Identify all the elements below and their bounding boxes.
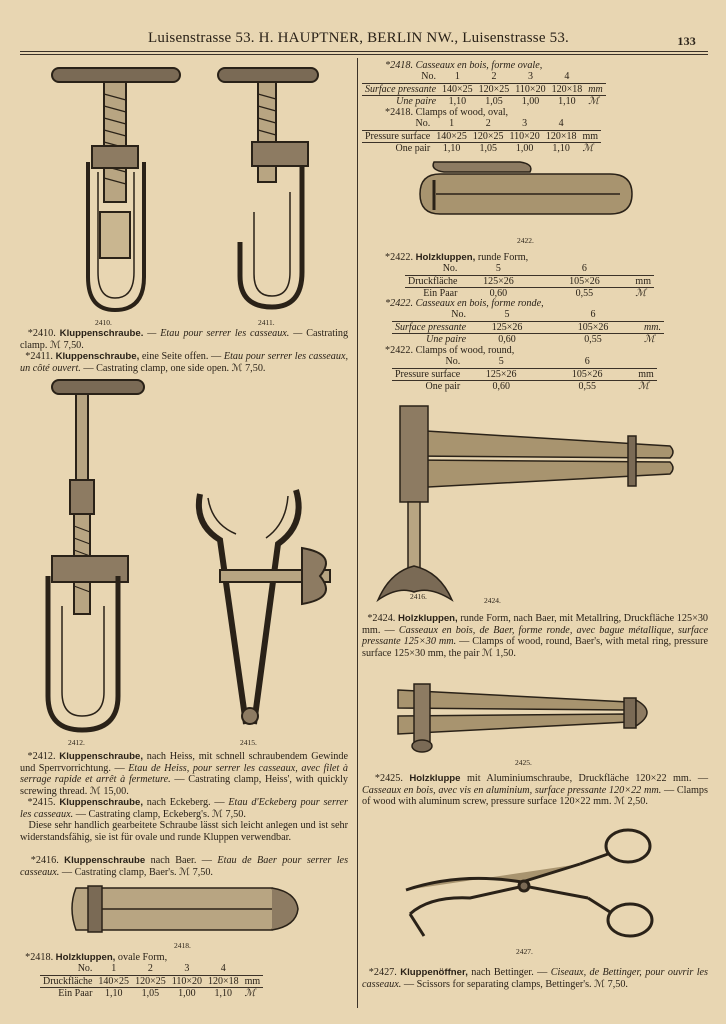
cell: 110×20 xyxy=(507,130,543,143)
header-rule-2 xyxy=(20,54,708,55)
item-number: *2424. xyxy=(367,613,396,624)
item-price: ℳ 1,50. xyxy=(482,647,516,659)
table-row xyxy=(392,321,664,334)
item-price: ℳ 7,50. xyxy=(231,362,266,374)
currency: ℳ xyxy=(579,143,601,155)
english-description: Castrating clamp. xyxy=(20,328,349,351)
item-price: ℳ 7,50. xyxy=(179,866,213,878)
table-row xyxy=(40,963,263,975)
cell: 1,05 xyxy=(470,143,507,155)
table-row xyxy=(40,988,263,1000)
table-row xyxy=(362,83,606,96)
cell: 3 xyxy=(184,963,190,974)
item-name: Holzkluppe xyxy=(409,773,461,784)
english-description: — Castrating clamp, one side open. xyxy=(83,362,230,374)
header-rule xyxy=(20,51,708,52)
table-2422-german xyxy=(405,263,654,300)
table-row xyxy=(392,368,657,381)
unit: mm xyxy=(242,975,264,988)
item-name: Holzkluppen, xyxy=(55,952,116,963)
english-description: — Scissors for separating clamps, Bettinger's. xyxy=(403,978,592,990)
german-description: nach Eckeberg. — xyxy=(146,797,225,808)
table-row xyxy=(40,975,263,988)
page-number: 133 xyxy=(677,34,696,48)
cell: 2 xyxy=(485,118,491,129)
item-price: ℳ 2,50. xyxy=(614,796,648,808)
figure-number-2424: 2424. xyxy=(484,596,501,605)
currency: ℳ xyxy=(641,334,664,346)
item-number: *2427. xyxy=(368,967,397,978)
cell: 1 xyxy=(111,963,117,974)
cell: 1,00 xyxy=(507,143,543,155)
note-text: Diese sehr handlich gearbeitete Schraube lässt sich leicht anlegen und ist sehr widerstandsfähig, sie ist für ovale und runde Kluppen verwendbar. xyxy=(20,820,349,843)
cell: 105×26 xyxy=(545,321,641,334)
german-description: nach Heiss, mit schnell schraubendem Gewinde und Sperrvorrichtung. — xyxy=(20,751,349,774)
item-price: ℳ 15,00. xyxy=(89,785,129,797)
note-2415 xyxy=(20,820,348,843)
figure-2412-heiss-clamp-screw xyxy=(40,376,150,736)
item-name: Holzkluppen, xyxy=(415,252,476,263)
english-description: — Clamps of wood with aluminum screw, pressure surface 120×22 mm. xyxy=(362,784,708,808)
cell: 4 xyxy=(220,963,226,974)
cell: 140×25 xyxy=(433,130,470,143)
figure-number-2418: 2418. xyxy=(174,941,191,950)
item-number: *2418. xyxy=(25,952,54,963)
english-heading-2422: *2422. Clamps of wood, round, xyxy=(385,345,515,356)
cell: 6 xyxy=(584,356,590,367)
cell: 120×25 xyxy=(132,975,169,988)
cell: 110×20 xyxy=(169,975,205,988)
cell: 1,05 xyxy=(476,96,513,108)
english-heading-2418: *2418. Clamps of wood, oval, xyxy=(385,107,509,118)
description-2410 xyxy=(20,328,348,351)
cell: 0,60 xyxy=(460,288,536,300)
cell: 140×25 xyxy=(439,83,476,96)
figure-2427-clamp-opener-scissors xyxy=(400,824,662,948)
cell: 0,60 xyxy=(463,381,539,393)
item-number: *2425. xyxy=(374,773,403,784)
french-description: Etau pour serrer les casseaux, un côté ouvert. xyxy=(20,351,349,374)
item-name: Kluppenschraube, xyxy=(59,751,143,762)
table-row xyxy=(392,334,664,346)
cell: 120×18 xyxy=(549,83,586,96)
row-label: Surface pressante xyxy=(392,321,469,334)
cell: 1,10 xyxy=(549,96,586,108)
table-row xyxy=(405,263,654,275)
row-label: Une paire xyxy=(362,96,439,108)
figure-2422-round-wood-clamp xyxy=(410,160,636,232)
table-row xyxy=(362,143,601,155)
item-name: Kluppenschraube xyxy=(64,855,146,866)
cell: 3 xyxy=(522,118,528,129)
cell: 120×25 xyxy=(470,130,507,143)
description-2416 xyxy=(20,855,348,878)
cell: 1,10 xyxy=(95,988,132,1000)
unit: mm xyxy=(585,83,605,96)
item-price: ℳ 7,50. xyxy=(594,978,628,990)
figure-2410-clamp-screw xyxy=(48,62,188,317)
figure-2415-eckeberg-clamp-screw xyxy=(190,484,346,736)
item-price: ℳ 7,50. xyxy=(50,339,84,351)
english-description: — Castrating clamp, Baer's. xyxy=(61,866,177,878)
cell: 1,00 xyxy=(169,988,205,1000)
table-2418-english xyxy=(362,118,601,155)
row-label: One pair xyxy=(362,143,433,155)
description-2412 xyxy=(20,751,348,797)
item-number: *2411. xyxy=(25,351,53,362)
row-label: Ein Paar xyxy=(405,288,460,300)
cell: 105×26 xyxy=(539,368,635,381)
no-label: No. xyxy=(77,963,93,974)
cell: 1,10 xyxy=(205,988,242,1000)
figure-number-2427: 2427. xyxy=(516,947,533,956)
table-2418-german xyxy=(40,963,263,1000)
unit: mm xyxy=(632,275,654,288)
figure-number-2415: 2415. xyxy=(240,738,257,747)
table-row xyxy=(362,96,606,108)
row-label: Une paire xyxy=(392,334,469,346)
french-description: Ciseaux, de Bettinger, pour ouvrir les casseaux. xyxy=(362,967,709,990)
description-2424 xyxy=(362,613,708,659)
no-label: No. xyxy=(421,71,437,82)
french-description: — Etau pour serrer les casseaux. — xyxy=(147,328,303,339)
cell: 5 xyxy=(504,309,510,320)
no-label: No. xyxy=(445,356,461,367)
table-2418-french xyxy=(362,71,606,108)
description-2411 xyxy=(20,351,348,374)
table-row xyxy=(362,71,606,83)
english-description: — Clamps of wood, round, Baer's, with metal ring, pressure surface 125×30 mm, the pair xyxy=(362,636,708,659)
cell: 5 xyxy=(498,356,504,367)
cell: 6 xyxy=(581,263,587,274)
cell: 125×26 xyxy=(460,275,536,288)
french-description: Etau de Baer pour serrer les casseaux. xyxy=(20,855,349,878)
table-2422-french xyxy=(392,309,664,346)
row-label: Druckfläche xyxy=(40,975,95,988)
row-label: Surface pressante xyxy=(362,83,439,96)
item-name: Holzkluppen, xyxy=(397,613,458,624)
description-2427 xyxy=(362,967,708,990)
figure-number-2410: 2410. xyxy=(95,318,112,327)
french-description: Casseaux en bois, avec vis en aluminium, surface pressante 120×22 mm. xyxy=(362,784,662,796)
header-line: Luisenstrasse 53. H. HAUPTNER, BERLIN NW., Luisenstrasse 53. xyxy=(148,30,569,46)
german-description: runde Form, xyxy=(477,252,529,263)
german-description: mit Aluminiumschraube, Druckfläche 120×22 mm. — xyxy=(466,773,709,784)
cell: 3 xyxy=(527,71,533,82)
cell: 120×18 xyxy=(205,975,242,988)
cell: 2 xyxy=(147,963,153,974)
column-divider xyxy=(357,58,358,1008)
cell: 6 xyxy=(590,309,596,320)
row-label: Druckfläche xyxy=(405,275,460,288)
cell: 1 xyxy=(454,71,460,82)
description-2415 xyxy=(20,797,348,820)
figure-2416-2424-baer-clamp xyxy=(370,396,680,604)
cell: 1 xyxy=(449,118,455,129)
cell: 1,10 xyxy=(543,143,580,155)
item-name: Kluppenschraube. xyxy=(59,328,144,339)
item-number: *2422. xyxy=(385,252,414,263)
french-description: Casseaux en bois, de Baer, forme ronde, avec bague métallique, surface pressante 125×30 mm. xyxy=(362,624,709,648)
description-2418 xyxy=(20,952,348,964)
french-heading-2422: *2422. Casseaux en bois, forme ronde, xyxy=(385,298,544,309)
description-2425 xyxy=(362,773,708,808)
item-number: *2415. xyxy=(27,797,56,808)
cell: 120×25 xyxy=(476,83,513,96)
cell: 1,10 xyxy=(439,96,476,108)
german-description: eine Seite offen. — xyxy=(141,351,222,362)
cell: 0,60 xyxy=(469,334,545,346)
no-label: No. xyxy=(442,263,458,274)
unit: mm xyxy=(579,130,601,143)
cell: 1,10 xyxy=(433,143,470,155)
german-description: nach Baer. — xyxy=(150,855,212,866)
cell: 4 xyxy=(564,71,570,82)
row-label: Pressure surface xyxy=(362,130,433,143)
french-heading-2418: *2418. Casseaux en bois, forme ovale, xyxy=(385,60,543,71)
figure-number-2422: 2422. xyxy=(517,236,534,245)
figure-2411-clamp-screw-open xyxy=(212,62,322,317)
table-row xyxy=(392,309,664,321)
no-label: No. xyxy=(451,309,467,320)
currency: ℳ xyxy=(632,288,654,300)
table-row xyxy=(362,130,601,143)
unit: mm xyxy=(635,368,657,381)
cell: 0,55 xyxy=(545,334,641,346)
figure-number-2412: 2412. xyxy=(68,738,85,747)
german-description: nach Bettinger. — xyxy=(471,967,548,978)
cell: 0,55 xyxy=(539,381,635,393)
row-label: Pressure surface xyxy=(392,368,463,381)
german-description: ovale Form, xyxy=(117,952,168,963)
figure-number-2425: 2425. xyxy=(515,758,532,767)
figure-2425-aluminum-screw-clamp xyxy=(392,676,662,754)
currency: ℳ xyxy=(585,96,605,108)
row-label: One pair xyxy=(392,381,463,393)
cell: 110×20 xyxy=(512,83,548,96)
table-row xyxy=(405,275,654,288)
figure-number-2411: 2411. xyxy=(258,318,275,327)
cell: 1,05 xyxy=(132,988,169,1000)
cell: 105×26 xyxy=(536,275,632,288)
figure-number-2416: 2416. xyxy=(410,592,427,601)
item-name: Kluppenöffner, xyxy=(400,967,468,978)
cell: 125×26 xyxy=(469,321,545,334)
cell: 120×18 xyxy=(543,130,580,143)
item-name: Kluppenschraube, xyxy=(55,351,140,362)
cell: 0,55 xyxy=(536,288,632,300)
french-description: Etau de Heiss, pour serrer les casseaux, avec filet à serrage rapide et arrêt à fermeture. xyxy=(20,762,348,786)
table-row xyxy=(392,381,657,393)
item-name: Kluppenschraube, xyxy=(59,797,144,808)
french-description: Etau d'Eckeberg pour serrer les casseaux. xyxy=(20,797,348,820)
no-label: No. xyxy=(415,118,431,129)
cell: 2 xyxy=(491,71,497,82)
unit: mm. xyxy=(641,321,664,334)
item-number: *2416. xyxy=(30,855,59,866)
page-header xyxy=(0,30,726,52)
figure-2418-oval-wood-clamp xyxy=(68,876,308,940)
row-label: Ein Paar xyxy=(40,988,95,1000)
english-description: — Castrating clamp, Heiss', with quickly screwing thread. xyxy=(20,774,348,797)
cell: 125×26 xyxy=(463,368,539,381)
currency: ℳ xyxy=(242,988,264,1000)
item-number: *2412. xyxy=(27,751,56,762)
english-description: — Castrating clamp, Eckeberg's. xyxy=(75,808,210,820)
cell: 5 xyxy=(495,263,501,274)
currency: ℳ xyxy=(635,381,657,393)
cell: 140×25 xyxy=(95,975,132,988)
item-number: *2410. xyxy=(27,328,56,339)
german-heading-2422 xyxy=(385,252,705,264)
table-row xyxy=(392,356,657,368)
cell: 4 xyxy=(558,118,564,129)
item-price: ℳ 7,50. xyxy=(212,808,246,820)
german-description: runde Form, nach Baer, mit Metallring, Druckfläche 125×30 mm. — xyxy=(362,613,709,636)
table-2422-english xyxy=(392,356,657,393)
table-row xyxy=(362,118,601,130)
cell: 1,00 xyxy=(512,96,548,108)
